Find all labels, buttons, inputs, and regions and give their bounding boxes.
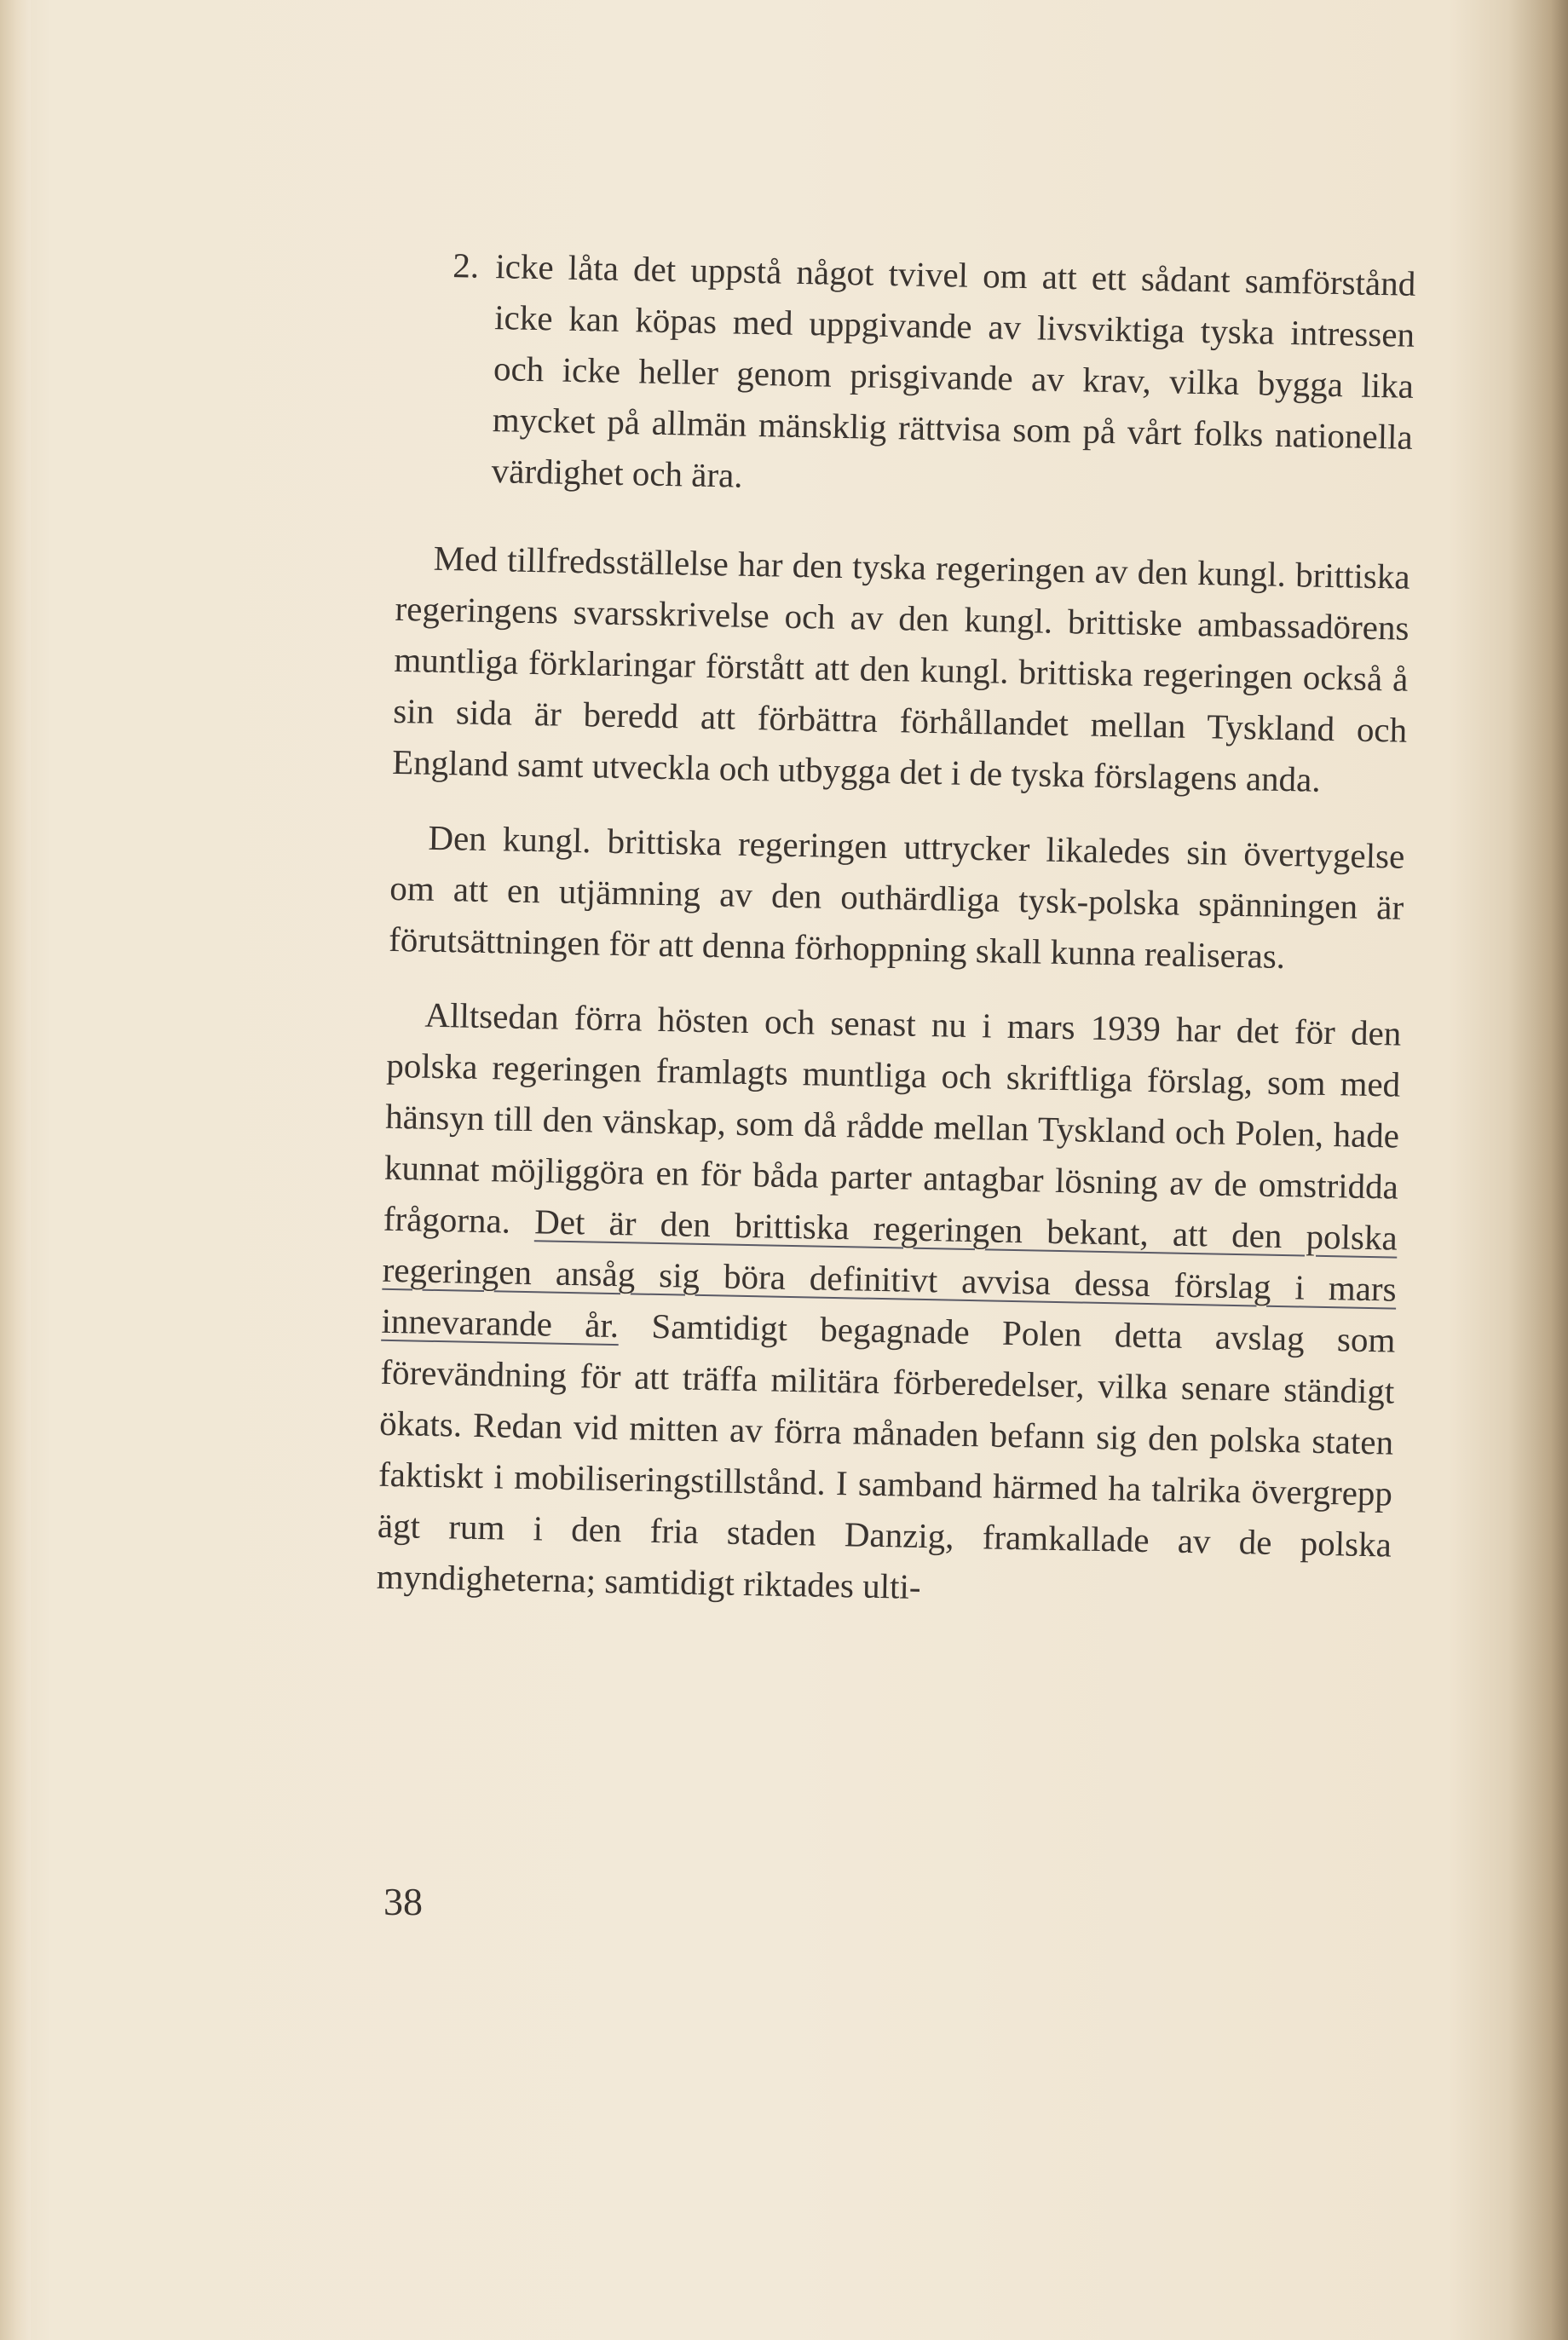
underlined-passage: Det är den brittiska regeringen bekant, att den polska regeringen ansåg sig böra definitivt avvisa dessa förslag i mars innevarande år.: [381, 1202, 1398, 1346]
page-gutter-edge: [0, 0, 31, 2340]
page-right-shadow: [1508, 0, 1568, 2340]
paragraph-2: Den kungl. brittiska regeringen uttrycker likaledes sin övertygelse om att en utjämning av den outhärdliga tysk-polska spänningen är förutsättningen för att denna förhoppning skall kunna realiseras.: [388, 817, 1405, 977]
page-number: 38: [383, 1880, 423, 1923]
paragraph-1: Med tillfredsställelse har den tyska regeringen av den kungl. brittiska regeringens svarsskrivelse och av den kungl. brittiske ambassadörens muntliga förklaringar förstått att den kungl. brittiska regeringen också å sin sida är beredd att förbättra förhållandet mellan Tyskland och England samt utveckla och utbygga det i de tyska förslagens anda.: [391, 538, 1411, 799]
paragraph-3: [376, 988, 1402, 1622]
list-item-text: icke låta det uppstå något tvivel om att ett sådant samförstånd icke kan köpas med uppgivande av livsviktiga tyska intressen och icke heller genom prisgivande av krav, vilka bygga lika mycket på allmän mänsklig rättvisa som på vårt folks nationella värdighet och ära.: [491, 246, 1416, 495]
body-text: [376, 239, 1416, 1645]
numbered-list-item: [397, 239, 1416, 514]
list-item-number: 2.: [452, 245, 480, 285]
paragraph-3-before: Alltsedan förra hösten och senast nu i mars 1939 har det för den polska regeringen framlagts muntliga och skriftliga förslag, som med hänsyn till den vänskap, som då rådde mellan Tyskland och Polen, hade kunnat möjliggöra en för båda parter antagbar lösning av de omstridda frågorna.: [383, 994, 1402, 1242]
paragraph-3-after: Samtidigt begagnade Polen detta avslag som förevändning för att träffa militära förberedelser, vilka senare ständigt ökats. Redan vid mitten av förra månaden befann sig den polska staten faktiskt i mobiliseringstillstånd. I samband härmed ha talrika övergrepp ägt rum i den fria staden Danzig, framkallade av de polska myndigheterna; samtidigt riktades ulti-: [376, 1305, 1396, 1606]
